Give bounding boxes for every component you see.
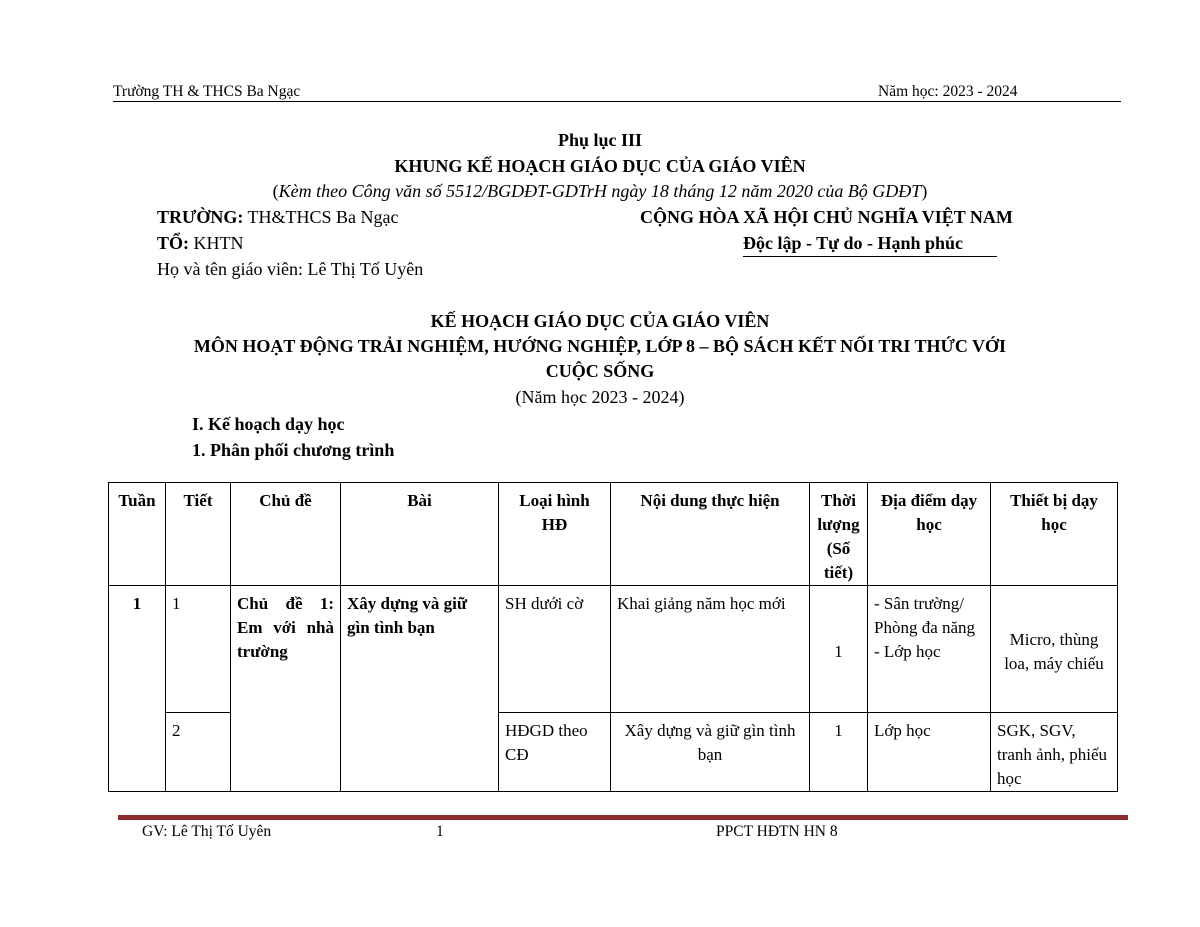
cell-equipment: Micro, thùng loa, máy chiếu xyxy=(991,586,1118,713)
cell-lesson: Xây dựng và giữ gìn tình bạn xyxy=(341,586,499,792)
cell-content: Xây dựng và giữ gìn tình bạn xyxy=(611,713,810,792)
cell-type: SH dưới cờ xyxy=(499,586,611,713)
appendix-heading: KHUNG KẾ HOẠCH GIÁO DỤC CỦA GIÁO VIÊN xyxy=(394,156,806,176)
table-row xyxy=(109,586,1118,713)
plan-subject-line1: MÔN HOẠT ĐỘNG TRẢI NGHIỆM, HƯỚNG NGHIỆP, LỚP 8 – BỘ SÁCH KẾT NỐI TRI THỨC VỚI xyxy=(193,336,1007,356)
col-duration: Thời lượng (Số tiết) xyxy=(810,483,868,586)
footer-doc-code: PPCT HĐTN HN 8 xyxy=(716,823,838,840)
footer-page-number: 1 xyxy=(436,823,444,840)
cell-location: Lớp học xyxy=(868,713,991,792)
cell-duration: 1 xyxy=(810,713,868,792)
header-rule xyxy=(113,101,1121,102)
cell-period: 1 xyxy=(166,586,231,713)
cell-equipment: SGK, SGV, tranh ảnh, phiếu học xyxy=(991,713,1118,792)
nation-motto: Độc lập - Tự do - Hạnh phúc xyxy=(743,233,997,257)
cell-topic: Chủ đề 1: Em với nhà trường xyxy=(231,586,341,792)
cell-period: 2 xyxy=(166,713,231,792)
subsection-heading: 1. Phân phối chương trình xyxy=(192,440,395,460)
col-content: Nội dung thực hiện xyxy=(611,483,810,586)
nation-name: CỘNG HÒA XÃ HỘI CHỦ NGHĨA VIỆT NAM xyxy=(640,207,1013,227)
col-lesson: Bài xyxy=(341,483,499,586)
distribution-table xyxy=(108,482,1118,792)
col-topic: Chủ đề xyxy=(231,483,341,586)
cell-type: HĐGD theo CĐ xyxy=(499,713,611,792)
plan-subject-line2: CUỘC SỐNG xyxy=(545,361,655,381)
group-name: TỔ: KHTN xyxy=(157,233,244,253)
footer-rule xyxy=(118,815,1128,820)
col-equipment: Thiết bị dạy học xyxy=(991,483,1118,586)
appendix-title: Phụ lục III xyxy=(557,130,643,150)
appendix-note: (Kèm theo Công văn số 5512/BGDĐT-GDTrH ngày 18 tháng 12 năm 2020 của Bộ GDĐT) xyxy=(272,181,928,201)
header-school: Trường TH & THCS Ba Ngạc xyxy=(113,83,301,100)
plan-year: (Năm học 2023 - 2024) xyxy=(515,387,685,407)
col-period: Tiết xyxy=(166,483,231,586)
section-heading: I. Kế hoạch dạy học xyxy=(192,414,345,434)
cell-location: - Sân trường/ Phòng đa năng - Lớp học xyxy=(868,586,991,713)
cell-week: 1 xyxy=(109,586,166,792)
cell-content: Khai giảng năm học mới xyxy=(611,586,810,713)
school-name: TRƯỜNG: TH&THCS Ba Ngạc xyxy=(157,207,399,227)
col-location: Địa điểm dạy học xyxy=(868,483,991,586)
table-header-row xyxy=(109,483,1118,586)
col-type: Loại hình HĐ xyxy=(499,483,611,586)
footer-teacher: GV: Lê Thị Tố Uyên xyxy=(142,823,272,840)
header-school-year: Năm học: 2023 - 2024 xyxy=(878,83,1018,100)
cell-duration: 1 xyxy=(810,586,868,713)
plan-title: KẾ HOẠCH GIÁO DỤC CỦA GIÁO VIÊN xyxy=(430,311,770,331)
teacher-name: Họ và tên giáo viên: Lê Thị Tố Uyên xyxy=(157,259,424,279)
col-week: Tuần xyxy=(109,483,166,586)
